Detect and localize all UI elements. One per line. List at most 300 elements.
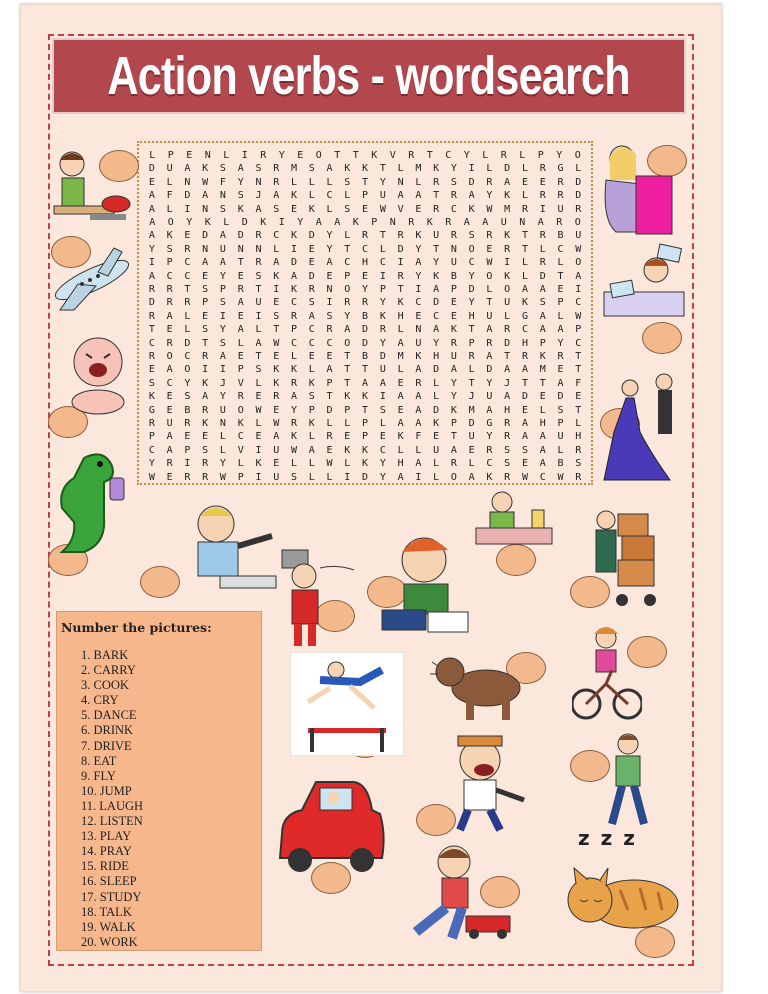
grid-letter[interactable]: A bbox=[557, 324, 564, 336]
grid-letter[interactable]: E bbox=[362, 270, 369, 282]
grid-letter[interactable]: U bbox=[255, 297, 262, 309]
grid-letter[interactable]: Y bbox=[415, 270, 422, 282]
grid-letter[interactable]: D bbox=[202, 230, 209, 242]
grid-letter[interactable]: S bbox=[290, 471, 298, 483]
grid-letter[interactable]: C bbox=[445, 150, 452, 161]
grid-letter[interactable]: F bbox=[415, 431, 422, 443]
grid-letter[interactable]: L bbox=[575, 418, 582, 429]
grid-letter[interactable]: R bbox=[202, 351, 209, 362]
grid-letter[interactable]: S bbox=[504, 458, 511, 470]
grid-letter[interactable]: C bbox=[184, 257, 191, 269]
grid-letter[interactable]: S bbox=[202, 444, 209, 456]
grid-letter[interactable]: S bbox=[308, 391, 315, 403]
grid-letter[interactable]: R bbox=[184, 418, 191, 429]
grid-letter[interactable]: D bbox=[557, 391, 564, 403]
grid-letter[interactable]: D bbox=[433, 404, 440, 416]
grid-letter[interactable]: E bbox=[539, 176, 546, 188]
grid-letter[interactable]: C bbox=[308, 337, 315, 349]
grid-letter[interactable]: L bbox=[184, 310, 191, 322]
grid-letter[interactable]: E bbox=[450, 297, 457, 309]
grid-letter[interactable]: R bbox=[202, 458, 209, 470]
grid-letter[interactable]: L bbox=[575, 163, 582, 175]
grid-letter[interactable]: R bbox=[273, 391, 280, 403]
grid-letter[interactable]: K bbox=[486, 471, 493, 483]
grid-letter[interactable]: K bbox=[521, 297, 528, 309]
grid-letter[interactable]: A bbox=[450, 364, 457, 376]
grid-letter[interactable]: A bbox=[344, 324, 351, 336]
grid-letter[interactable]: D bbox=[362, 471, 369, 483]
grid-letter[interactable]: I bbox=[379, 391, 386, 403]
grid-letter[interactable]: C bbox=[166, 270, 173, 282]
grid-letter[interactable]: T bbox=[326, 391, 333, 403]
grid-letter[interactable]: R bbox=[557, 351, 564, 362]
grid-letter[interactable]: Y bbox=[468, 297, 475, 309]
grid-letter[interactable]: U bbox=[219, 243, 226, 255]
grid-letter[interactable]: P bbox=[219, 284, 226, 295]
grid-letter[interactable]: C bbox=[486, 458, 493, 470]
grid-letter[interactable]: I bbox=[504, 257, 511, 269]
grid-letter[interactable]: W bbox=[575, 243, 582, 255]
grid-letter[interactable]: D bbox=[575, 190, 582, 202]
grid-letter[interactable]: R bbox=[575, 471, 582, 483]
grid-letter[interactable]: D bbox=[486, 364, 493, 376]
grid-letter[interactable]: L bbox=[255, 324, 262, 336]
grid-letter[interactable]: Y bbox=[297, 217, 304, 228]
grid-letter[interactable]: D bbox=[433, 364, 440, 376]
grid-letter[interactable]: S bbox=[202, 324, 209, 336]
grid-letter[interactable]: A bbox=[255, 203, 262, 215]
grid-letter[interactable]: R bbox=[362, 297, 369, 309]
grid-letter[interactable]: D bbox=[148, 297, 155, 309]
grid-letter[interactable]: L bbox=[308, 431, 315, 443]
grid-letter[interactable]: A bbox=[486, 404, 493, 416]
grid-letter[interactable]: A bbox=[166, 431, 173, 443]
grid-letter[interactable]: D bbox=[326, 404, 333, 416]
grid-letter[interactable]: C bbox=[308, 324, 315, 336]
grid-letter[interactable]: A bbox=[166, 310, 173, 322]
grid-letter[interactable]: C bbox=[148, 444, 155, 456]
grid-letter[interactable]: L bbox=[397, 364, 404, 376]
grid-letter[interactable]: B bbox=[557, 230, 564, 242]
grid-letter[interactable]: Y bbox=[556, 150, 563, 161]
grid-letter[interactable]: R bbox=[237, 391, 244, 403]
grid-letter[interactable]: A bbox=[539, 458, 546, 470]
grid-letter[interactable]: E bbox=[308, 243, 315, 255]
grid-letter[interactable]: E bbox=[415, 203, 422, 215]
grid-letter[interactable]: S bbox=[504, 444, 511, 456]
grid-letter[interactable]: K bbox=[290, 190, 298, 202]
grid-letter[interactable]: H bbox=[539, 418, 546, 429]
grid-letter[interactable]: L bbox=[539, 243, 546, 255]
grid-letter[interactable]: L bbox=[290, 458, 298, 470]
grid-letter[interactable]: R bbox=[486, 176, 493, 188]
grid-letter[interactable]: E bbox=[186, 150, 193, 161]
grid-letter[interactable]: Y bbox=[450, 377, 457, 389]
grid-letter[interactable]: K bbox=[273, 364, 280, 376]
grid-letter[interactable]: Y bbox=[278, 150, 285, 161]
grid-letter[interactable]: Y bbox=[379, 471, 386, 483]
grid-letter[interactable]: E bbox=[539, 391, 546, 403]
grid-letter[interactable]: K bbox=[290, 431, 298, 443]
grid-letter[interactable]: E bbox=[184, 431, 191, 443]
grid-letter[interactable]: O bbox=[468, 243, 475, 255]
grid-letter[interactable]: C bbox=[273, 230, 280, 242]
grid-letter[interactable]: U bbox=[450, 351, 457, 362]
grid-letter[interactable]: N bbox=[389, 217, 396, 228]
grid-letter[interactable]: R bbox=[273, 176, 280, 188]
grid-letter[interactable]: L bbox=[486, 284, 493, 295]
grid-letter[interactable]: T bbox=[184, 284, 191, 295]
grid-letter[interactable]: W bbox=[290, 444, 298, 456]
grid-letter[interactable]: E bbox=[184, 230, 191, 242]
grid-letter[interactable]: T bbox=[255, 284, 262, 295]
grid-letter[interactable]: L bbox=[468, 364, 475, 376]
grid-letter[interactable]: S bbox=[450, 176, 457, 188]
grid-letter[interactable]: L bbox=[521, 163, 528, 175]
grid-letter[interactable]: Y bbox=[463, 150, 470, 161]
grid-letter[interactable]: C bbox=[379, 257, 386, 269]
grid-letter[interactable]: S bbox=[557, 404, 564, 416]
grid-letter[interactable]: A bbox=[255, 337, 262, 349]
grid-letter[interactable]: A bbox=[148, 203, 155, 215]
grid-letter[interactable]: I bbox=[575, 284, 582, 295]
grid-letter[interactable]: C bbox=[450, 203, 457, 215]
grid-letter[interactable]: E bbox=[557, 284, 564, 295]
grid-letter[interactable]: S bbox=[344, 176, 351, 188]
grid-letter[interactable]: T bbox=[237, 257, 244, 269]
grid-letter[interactable]: R bbox=[202, 404, 209, 416]
grid-letter[interactable]: H bbox=[575, 431, 582, 443]
grid-letter[interactable]: K bbox=[468, 203, 475, 215]
grid-letter[interactable]: I bbox=[255, 310, 262, 322]
grid-letter[interactable]: E bbox=[362, 203, 369, 215]
grid-letter[interactable]: C bbox=[326, 190, 333, 202]
grid-letter[interactable]: U bbox=[379, 190, 386, 202]
grid-letter[interactable]: U bbox=[557, 431, 564, 443]
grid-letter[interactable]: I bbox=[184, 203, 191, 215]
grid-letter[interactable]: U bbox=[219, 404, 226, 416]
grid-letter[interactable]: I bbox=[379, 270, 386, 282]
grid-letter[interactable]: T bbox=[504, 351, 511, 362]
grid-letter[interactable]: R bbox=[408, 217, 415, 228]
grid-letter[interactable]: A bbox=[415, 257, 422, 269]
grid-letter[interactable]: R bbox=[408, 150, 415, 161]
grid-letter[interactable]: N bbox=[219, 190, 226, 202]
grid-letter[interactable]: A bbox=[290, 270, 298, 282]
grid-letter[interactable]: R bbox=[202, 471, 209, 483]
grid-letter[interactable]: T bbox=[362, 364, 369, 376]
grid-letter[interactable]: S bbox=[575, 458, 582, 470]
grid-letter[interactable]: E bbox=[521, 458, 528, 470]
grid-letter[interactable]: A bbox=[450, 444, 457, 456]
grid-letter[interactable]: L bbox=[290, 176, 298, 188]
grid-letter[interactable]: A bbox=[273, 431, 280, 443]
grid-letter[interactable]: P bbox=[362, 431, 369, 443]
grid-letter[interactable]: P bbox=[166, 257, 173, 269]
grid-letter[interactable]: O bbox=[574, 150, 581, 161]
grid-letter[interactable]: C bbox=[184, 270, 191, 282]
grid-letter[interactable]: P bbox=[575, 324, 582, 336]
grid-letter[interactable]: O bbox=[574, 217, 581, 228]
grid-letter[interactable]: A bbox=[557, 377, 564, 389]
grid-letter[interactable]: E bbox=[273, 297, 280, 309]
grid-letter[interactable]: R bbox=[575, 444, 582, 456]
grid-letter[interactable]: A bbox=[504, 364, 511, 376]
grid-letter[interactable]: W bbox=[202, 176, 209, 188]
grid-letter[interactable]: R bbox=[504, 324, 511, 336]
grid-letter[interactable]: A bbox=[149, 217, 156, 228]
grid-letter[interactable]: I bbox=[397, 257, 404, 269]
grid-letter[interactable]: H bbox=[521, 337, 528, 349]
grid-letter[interactable]: Y bbox=[486, 431, 493, 443]
grid-letter[interactable]: R bbox=[504, 471, 511, 483]
grid-letter[interactable]: D bbox=[184, 190, 191, 202]
grid-letter[interactable]: E bbox=[308, 257, 315, 269]
grid-letter[interactable]: P bbox=[450, 418, 457, 429]
grid-letter[interactable]: C bbox=[326, 337, 333, 349]
grid-letter[interactable]: Y bbox=[326, 230, 333, 242]
grid-letter[interactable]: D bbox=[184, 337, 191, 349]
grid-letter[interactable]: L bbox=[486, 163, 493, 175]
grid-letter[interactable]: L bbox=[557, 257, 564, 269]
grid-letter[interactable]: T bbox=[344, 364, 351, 376]
grid-letter[interactable]: D bbox=[539, 270, 546, 282]
grid-letter[interactable]: A bbox=[521, 431, 528, 443]
grid-letter[interactable]: G bbox=[557, 163, 564, 175]
grid-letter[interactable]: A bbox=[521, 418, 528, 429]
grid-letter[interactable]: E bbox=[326, 444, 333, 456]
grid-letter[interactable]: K bbox=[415, 351, 422, 362]
grid-letter[interactable]: K bbox=[362, 444, 369, 456]
grid-letter[interactable]: R bbox=[148, 418, 155, 429]
grid-letter[interactable]: R bbox=[433, 203, 440, 215]
grid-letter[interactable]: L bbox=[149, 150, 156, 161]
grid-letter[interactable]: W bbox=[219, 471, 226, 483]
grid-letter[interactable]: H bbox=[433, 351, 440, 362]
grid-letter[interactable]: E bbox=[326, 351, 333, 362]
grid-letter[interactable]: R bbox=[433, 176, 440, 188]
grid-letter[interactable]: K bbox=[344, 444, 351, 456]
grid-letter[interactable]: J bbox=[219, 377, 226, 389]
grid-letter[interactable]: K bbox=[397, 431, 404, 443]
grid-letter[interactable]: I bbox=[290, 243, 298, 255]
grid-letter[interactable]: L bbox=[255, 377, 262, 389]
grid-letter[interactable]: M bbox=[415, 163, 422, 175]
grid-letter[interactable]: L bbox=[308, 471, 315, 483]
grid-letter[interactable]: S bbox=[237, 190, 244, 202]
grid-letter[interactable]: Y bbox=[219, 324, 226, 336]
grid-letter[interactable]: A bbox=[334, 217, 341, 228]
grid-letter[interactable]: L bbox=[557, 444, 564, 456]
grid-letter[interactable]: N bbox=[397, 176, 404, 188]
grid-letter[interactable]: A bbox=[539, 444, 546, 456]
grid-letter[interactable]: Y bbox=[326, 243, 333, 255]
grid-letter[interactable]: E bbox=[397, 377, 404, 389]
grid-letter[interactable]: D bbox=[379, 351, 386, 362]
grid-letter[interactable]: K bbox=[202, 418, 209, 429]
grid-letter[interactable]: U bbox=[273, 471, 280, 483]
grid-letter[interactable]: S bbox=[255, 364, 262, 376]
grid-letter[interactable]: D bbox=[362, 324, 369, 336]
grid-letter[interactable]: L bbox=[308, 190, 315, 202]
grid-letter[interactable]: J bbox=[255, 190, 262, 202]
grid-letter[interactable]: L bbox=[519, 150, 526, 161]
grid-letter[interactable]: D bbox=[308, 270, 315, 282]
grid-letter[interactable]: W bbox=[486, 203, 493, 215]
grid-letter[interactable]: E bbox=[237, 270, 244, 282]
grid-letter[interactable]: E bbox=[166, 324, 173, 336]
grid-letter[interactable]: A bbox=[415, 190, 422, 202]
grid-letter[interactable]: P bbox=[557, 418, 564, 429]
grid-letter[interactable]: R bbox=[450, 230, 457, 242]
grid-letter[interactable]: T bbox=[202, 337, 209, 349]
grid-letter[interactable]: Y bbox=[219, 458, 226, 470]
grid-letter[interactable]: L bbox=[504, 310, 511, 322]
grid-letter[interactable]: T bbox=[255, 351, 262, 362]
grid-letter[interactable]: T bbox=[521, 230, 528, 242]
grid-letter[interactable]: S bbox=[344, 203, 351, 215]
grid-letter[interactable]: R bbox=[237, 284, 244, 295]
grid-letter[interactable]: R bbox=[450, 458, 457, 470]
grid-letter[interactable]: I bbox=[255, 471, 262, 483]
grid-letter[interactable]: Y bbox=[290, 404, 298, 416]
grid-letter[interactable]: P bbox=[308, 404, 315, 416]
grid-letter[interactable]: A bbox=[415, 404, 422, 416]
grid-letter[interactable]: R bbox=[557, 176, 564, 188]
grid-letter[interactable]: W bbox=[521, 471, 528, 483]
grid-letter[interactable]: U bbox=[486, 310, 493, 322]
grid-letter[interactable]: R bbox=[379, 324, 386, 336]
grid-letter[interactable]: N bbox=[204, 150, 211, 161]
grid-letter[interactable]: A bbox=[415, 458, 422, 470]
grid-letter[interactable]: K bbox=[273, 270, 280, 282]
grid-letter[interactable]: K bbox=[504, 230, 511, 242]
grid-letter[interactable]: I bbox=[273, 284, 280, 295]
grid-letter[interactable]: U bbox=[415, 337, 422, 349]
grid-letter[interactable]: W bbox=[379, 203, 386, 215]
grid-letter[interactable]: N bbox=[415, 324, 422, 336]
grid-letter[interactable]: K bbox=[204, 217, 211, 228]
grid-letter[interactable]: K bbox=[362, 391, 369, 403]
grid-letter[interactable]: R bbox=[468, 351, 475, 362]
grid-letter[interactable]: L bbox=[344, 418, 351, 429]
grid-letter[interactable]: A bbox=[166, 364, 173, 376]
grid-letter[interactable]: A bbox=[486, 351, 493, 362]
grid-letter[interactable]: R bbox=[344, 297, 351, 309]
grid-letter[interactable]: T bbox=[379, 230, 386, 242]
grid-letter[interactable]: L bbox=[237, 337, 244, 349]
grid-letter[interactable]: K bbox=[362, 163, 369, 175]
grid-letter[interactable]: A bbox=[219, 351, 226, 362]
grid-letter[interactable]: S bbox=[219, 337, 226, 349]
grid-letter[interactable]: D bbox=[148, 163, 155, 175]
grid-letter[interactable]: C bbox=[575, 337, 582, 349]
grid-letter[interactable]: S bbox=[255, 270, 262, 282]
grid-letter[interactable]: T bbox=[379, 163, 386, 175]
grid-letter[interactable]: A bbox=[397, 190, 404, 202]
grid-letter[interactable]: A bbox=[315, 217, 322, 228]
grid-letter[interactable]: L bbox=[237, 458, 244, 470]
grid-letter[interactable]: K bbox=[344, 163, 351, 175]
grid-letter[interactable]: W bbox=[557, 471, 564, 483]
grid-letter[interactable]: L bbox=[344, 190, 351, 202]
grid-letter[interactable]: K bbox=[202, 163, 209, 175]
grid-letter[interactable]: C bbox=[557, 243, 564, 255]
grid-letter[interactable]: E bbox=[379, 431, 386, 443]
grid-letter[interactable]: C bbox=[539, 471, 546, 483]
grid-letter[interactable]: T bbox=[433, 243, 440, 255]
grid-letter[interactable]: K bbox=[255, 458, 262, 470]
grid-letter[interactable]: L bbox=[468, 458, 475, 470]
grid-letter[interactable]: T bbox=[539, 377, 546, 389]
grid-letter[interactable]: A bbox=[539, 324, 546, 336]
grid-letter[interactable]: A bbox=[468, 190, 475, 202]
grid-letter[interactable]: L bbox=[539, 404, 546, 416]
grid-letter[interactable]: D bbox=[433, 297, 440, 309]
grid-letter[interactable]: L bbox=[255, 418, 262, 429]
grid-letter[interactable]: K bbox=[450, 324, 457, 336]
grid-letter[interactable]: L bbox=[273, 243, 280, 255]
grid-letter[interactable]: D bbox=[468, 284, 475, 295]
grid-letter[interactable]: E bbox=[273, 351, 280, 362]
grid-letter[interactable]: R bbox=[445, 217, 452, 228]
grid-letter[interactable]: E bbox=[433, 431, 440, 443]
grid-letter[interactable]: I bbox=[202, 364, 209, 376]
grid-letter[interactable]: R bbox=[521, 351, 528, 362]
grid-letter[interactable]: E bbox=[148, 364, 155, 376]
grid-letter[interactable]: T bbox=[521, 243, 528, 255]
grid-letter[interactable]: L bbox=[433, 471, 440, 483]
grid-letter[interactable]: R bbox=[290, 310, 298, 322]
grid-letter[interactable]: A bbox=[482, 217, 489, 228]
grid-letter[interactable]: E bbox=[255, 431, 262, 443]
grid-letter[interactable]: A bbox=[148, 270, 155, 282]
grid-letter[interactable]: A bbox=[486, 324, 493, 336]
grid-letter[interactable]: O bbox=[450, 471, 457, 483]
grid-letter[interactable]: L bbox=[557, 310, 564, 322]
grid-letter[interactable]: A bbox=[290, 391, 298, 403]
grid-letter[interactable]: D bbox=[397, 243, 404, 255]
grid-letter[interactable]: P bbox=[237, 364, 244, 376]
grid-letter[interactable]: P bbox=[362, 418, 369, 429]
grid-letter[interactable]: D bbox=[308, 230, 315, 242]
grid-letter[interactable]: I bbox=[219, 310, 226, 322]
grid-letter[interactable]: K bbox=[166, 230, 173, 242]
grid-letter[interactable]: A bbox=[166, 444, 173, 456]
grid-letter[interactable]: A bbox=[539, 284, 546, 295]
grid-letter[interactable]: E bbox=[237, 351, 244, 362]
grid-letter[interactable]: L bbox=[223, 150, 230, 161]
grid-letter[interactable]: O bbox=[486, 270, 493, 282]
grid-letter[interactable]: O bbox=[344, 337, 351, 349]
grid-letter[interactable]: W bbox=[486, 257, 493, 269]
grid-letter[interactable]: B bbox=[450, 270, 457, 282]
grid-letter[interactable]: U bbox=[575, 230, 582, 242]
grid-letter[interactable]: T bbox=[334, 150, 341, 161]
grid-letter[interactable]: C bbox=[468, 257, 475, 269]
grid-letter[interactable]: B bbox=[362, 351, 369, 362]
grid-letter[interactable]: R bbox=[486, 230, 493, 242]
grid-letter[interactable]: N bbox=[184, 176, 191, 188]
grid-letter[interactable]: T bbox=[362, 404, 369, 416]
grid-letter[interactable]: T bbox=[575, 404, 582, 416]
grid-letter[interactable]: L bbox=[344, 230, 351, 242]
grid-letter[interactable]: U bbox=[273, 444, 280, 456]
grid-letter[interactable]: Y bbox=[486, 377, 493, 389]
grid-letter[interactable]: K bbox=[426, 217, 433, 228]
grid-letter[interactable]: K bbox=[362, 458, 369, 470]
grid-letter[interactable]: A bbox=[362, 377, 369, 389]
